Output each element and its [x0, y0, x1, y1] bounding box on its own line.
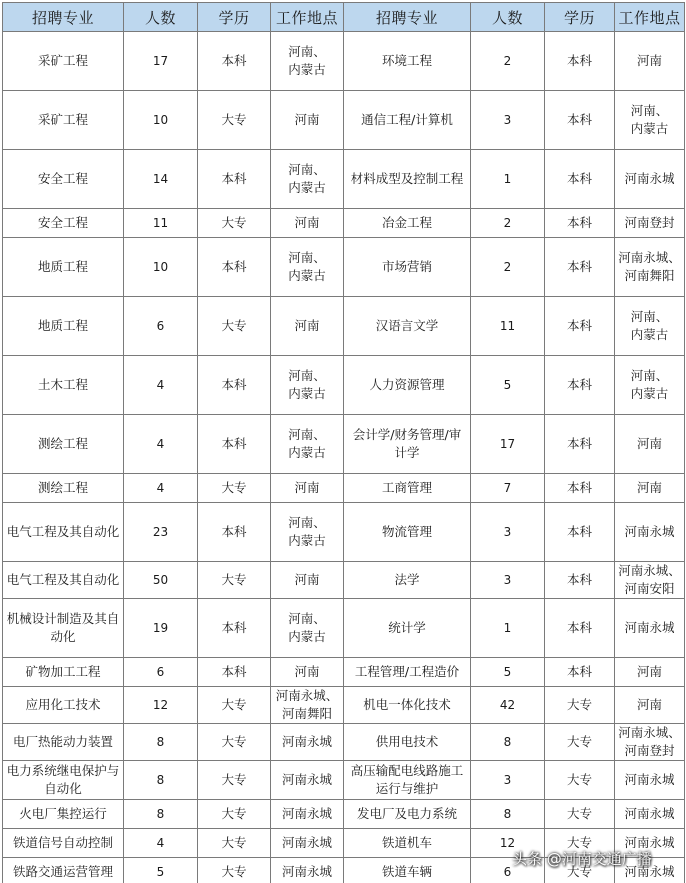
- cell-major-right: 人力资源管理: [344, 356, 471, 415]
- cell-education-right: 本科: [545, 503, 615, 562]
- cell-education-left: 本科: [198, 658, 271, 687]
- cell-count-left: 4: [124, 829, 198, 858]
- header-major-right: 招聘专业: [344, 3, 471, 32]
- table-row: [3, 32, 685, 91]
- header-count-left: 人数: [124, 3, 198, 32]
- cell-count-right: 3: [471, 91, 545, 150]
- cell-count-right: 11: [471, 297, 545, 356]
- cell-education-left: 大专: [198, 829, 271, 858]
- cell-count-right: 7: [471, 474, 545, 503]
- cell-major-right: 材料成型及控制工程: [344, 150, 471, 209]
- cell-major-right: 统计学: [344, 599, 471, 658]
- cell-major-right: 发电厂及电力系统: [344, 800, 471, 829]
- watermark: 头条 @河南交通广播: [512, 850, 652, 868]
- cell-major-left: 火电厂集控运行: [3, 800, 124, 829]
- cell-count-right: 3: [471, 503, 545, 562]
- cell-count-right: 5: [471, 658, 545, 687]
- cell-education-right: 本科: [545, 356, 615, 415]
- cell-education-right: 本科: [545, 238, 615, 297]
- cell-major-left: 测绘工程: [3, 415, 124, 474]
- cell-major-right: 市场营销: [344, 238, 471, 297]
- cell-location-right: 河南永城: [615, 858, 685, 883]
- table-row: [3, 297, 685, 356]
- cell-count-left: 23: [124, 503, 198, 562]
- cell-major-right: 铁道机车: [344, 829, 471, 858]
- cell-location-left: 河南: [271, 562, 344, 599]
- cell-education-right: 本科: [545, 297, 615, 356]
- cell-education-left: 本科: [198, 503, 271, 562]
- cell-location-left: 河南、 内蒙古: [271, 415, 344, 474]
- cell-major-left: 电气工程及其自动化: [3, 562, 124, 599]
- cell-major-left: 电气工程及其自动化: [3, 503, 124, 562]
- cell-location-left: 河南: [271, 297, 344, 356]
- table-row: [3, 503, 685, 562]
- cell-location-right: 河南永城: [615, 829, 685, 858]
- cell-location-right: 河南永城: [615, 503, 685, 562]
- header-major-left: 招聘专业: [3, 3, 124, 32]
- cell-count-right: 3: [471, 761, 545, 800]
- cell-location-left: 河南: [271, 209, 344, 238]
- cell-education-left: 大专: [198, 761, 271, 800]
- cell-education-right: 大专: [545, 858, 615, 883]
- cell-major-left: 铁路交通运营管理: [3, 858, 124, 883]
- cell-count-right: 2: [471, 32, 545, 91]
- cell-location-right: 河南: [615, 658, 685, 687]
- cell-education-right: 大专: [545, 687, 615, 724]
- cell-count-right: 2: [471, 209, 545, 238]
- cell-major-right: 法学: [344, 562, 471, 599]
- cell-location-right: 河南登封: [615, 209, 685, 238]
- cell-count-left: 6: [124, 658, 198, 687]
- cell-major-right: 供用电技术: [344, 724, 471, 761]
- cell-major-left: 测绘工程: [3, 474, 124, 503]
- cell-location-left: 河南、 内蒙古: [271, 356, 344, 415]
- table-row: [3, 209, 685, 238]
- cell-education-left: 大专: [198, 209, 271, 238]
- cell-location-left: 河南、 内蒙古: [271, 599, 344, 658]
- cell-location-left: 河南永城: [271, 858, 344, 883]
- cell-location-right: 河南永城: [615, 800, 685, 829]
- header-count-right: 人数: [471, 3, 545, 32]
- cell-major-right: 环境工程: [344, 32, 471, 91]
- cell-education-right: 本科: [545, 658, 615, 687]
- cell-major-left: 地质工程: [3, 238, 124, 297]
- cell-major-right: 机电一体化技术: [344, 687, 471, 724]
- table-row: [3, 238, 685, 297]
- cell-location-left: 河南: [271, 658, 344, 687]
- cell-location-left: 河南永城: [271, 800, 344, 829]
- cell-education-left: 本科: [198, 32, 271, 91]
- cell-education-left: 大专: [198, 91, 271, 150]
- table-row: [3, 599, 685, 658]
- table-body: [3, 32, 685, 883]
- cell-location-left: 河南、 内蒙古: [271, 503, 344, 562]
- cell-education-right: 本科: [545, 599, 615, 658]
- cell-count-left: 4: [124, 356, 198, 415]
- table-row: [3, 474, 685, 503]
- cell-count-right: 1: [471, 599, 545, 658]
- table-row: [3, 687, 685, 724]
- cell-major-right: 高压输配电线路施工 运行与维护: [344, 761, 471, 800]
- cell-major-left: 采矿工程: [3, 32, 124, 91]
- cell-count-right: 8: [471, 724, 545, 761]
- cell-major-right: 通信工程/计算机: [344, 91, 471, 150]
- cell-count-left: 8: [124, 761, 198, 800]
- cell-location-right: 河南永城: [615, 599, 685, 658]
- cell-count-left: 11: [124, 209, 198, 238]
- cell-location-right: 河南永城: [615, 761, 685, 800]
- cell-major-left: 地质工程: [3, 297, 124, 356]
- table-row: [3, 562, 685, 599]
- header-location-right: 工作地点: [615, 3, 685, 32]
- table-row: [3, 761, 685, 800]
- header-location-left: 工作地点: [271, 3, 344, 32]
- cell-education-left: 大专: [198, 687, 271, 724]
- cell-major-left: 采矿工程: [3, 91, 124, 150]
- cell-location-right: 河南、 内蒙古: [615, 356, 685, 415]
- cell-count-left: 8: [124, 800, 198, 829]
- cell-education-right: 本科: [545, 32, 615, 91]
- cell-count-left: 12: [124, 687, 198, 724]
- cell-location-right: 河南永城、 河南登封: [615, 724, 685, 761]
- cell-education-right: 大专: [545, 724, 615, 761]
- cell-location-right: 河南: [615, 687, 685, 724]
- cell-major-left: 安全工程: [3, 150, 124, 209]
- cell-education-right: 大专: [545, 761, 615, 800]
- cell-count-left: 6: [124, 297, 198, 356]
- cell-major-right: 会计学/财务管理/审 计学: [344, 415, 471, 474]
- cell-count-left: 8: [124, 724, 198, 761]
- cell-education-left: 大专: [198, 724, 271, 761]
- cell-location-left: 河南: [271, 474, 344, 503]
- cell-education-right: 本科: [545, 562, 615, 599]
- cell-education-left: 大专: [198, 800, 271, 829]
- cell-education-left: 本科: [198, 150, 271, 209]
- cell-major-right: 铁道车辆: [344, 858, 471, 883]
- table-row: [3, 800, 685, 829]
- cell-education-right: 本科: [545, 150, 615, 209]
- cell-count-left: 5: [124, 858, 198, 883]
- cell-education-right: 本科: [545, 415, 615, 474]
- cell-count-left: 19: [124, 599, 198, 658]
- cell-count-right: 12: [471, 829, 545, 858]
- header-education-left: 学历: [198, 3, 271, 32]
- cell-location-left: 河南永城: [271, 829, 344, 858]
- cell-count-left: 10: [124, 91, 198, 150]
- table-row: [3, 724, 685, 761]
- cell-major-left: 安全工程: [3, 209, 124, 238]
- cell-major-right: 冶金工程: [344, 209, 471, 238]
- cell-count-left: 17: [124, 32, 198, 91]
- cell-location-left: 河南永城: [271, 724, 344, 761]
- cell-location-left: 河南: [271, 91, 344, 150]
- cell-education-right: 大专: [545, 829, 615, 858]
- cell-location-right: 河南、 内蒙古: [615, 91, 685, 150]
- cell-count-right: 5: [471, 356, 545, 415]
- cell-count-right: 42: [471, 687, 545, 724]
- cell-count-left: 4: [124, 474, 198, 503]
- cell-location-left: 河南永城: [271, 761, 344, 800]
- cell-location-right: 河南: [615, 415, 685, 474]
- cell-education-left: 大专: [198, 562, 271, 599]
- table-header: [3, 3, 685, 32]
- cell-major-right: 工商管理: [344, 474, 471, 503]
- cell-education-left: 本科: [198, 356, 271, 415]
- cell-count-left: 10: [124, 238, 198, 297]
- cell-education-left: 本科: [198, 599, 271, 658]
- cell-major-left: 土木工程: [3, 356, 124, 415]
- table-row: [3, 415, 685, 474]
- cell-location-right: 河南永城、 河南舞阳: [615, 238, 685, 297]
- cell-education-right: 本科: [545, 474, 615, 503]
- cell-education-right: 大专: [545, 800, 615, 829]
- cell-location-left: 河南、 内蒙古: [271, 238, 344, 297]
- cell-location-left: 河南、 内蒙古: [271, 32, 344, 91]
- cell-location-left: 河南永城、 河南舞阳: [271, 687, 344, 724]
- cell-location-right: 河南永城: [615, 150, 685, 209]
- cell-major-right: 物流管理: [344, 503, 471, 562]
- cell-location-right: 河南永城、 河南安阳: [615, 562, 685, 599]
- cell-education-right: 本科: [545, 209, 615, 238]
- cell-major-left: 电力系统继电保护与 自动化: [3, 761, 124, 800]
- table-row: [3, 150, 685, 209]
- cell-count-left: 14: [124, 150, 198, 209]
- cell-count-left: 4: [124, 415, 198, 474]
- cell-count-right: 3: [471, 562, 545, 599]
- cell-major-left: 应用化工技术: [3, 687, 124, 724]
- cell-education-left: 大专: [198, 858, 271, 883]
- cell-major-left: 机械设计制造及其自 动化: [3, 599, 124, 658]
- header-education-right: 学历: [545, 3, 615, 32]
- cell-major-right: 汉语言文学: [344, 297, 471, 356]
- cell-location-right: 河南、 内蒙古: [615, 297, 685, 356]
- cell-major-left: 铁道信号自动控制: [3, 829, 124, 858]
- cell-count-right: 6: [471, 858, 545, 883]
- cell-location-left: 河南、 内蒙古: [271, 150, 344, 209]
- cell-count-right: 8: [471, 800, 545, 829]
- cell-count-left: 50: [124, 562, 198, 599]
- cell-education-left: 本科: [198, 238, 271, 297]
- cell-education-left: 本科: [198, 415, 271, 474]
- cell-count-right: 1: [471, 150, 545, 209]
- recruitment-table: [2, 2, 685, 883]
- table-row: [3, 91, 685, 150]
- cell-education-left: 大专: [198, 297, 271, 356]
- cell-major-right: 工程管理/工程造价: [344, 658, 471, 687]
- cell-location-right: 河南: [615, 32, 685, 91]
- cell-count-right: 17: [471, 415, 545, 474]
- cell-major-left: 矿物加工工程: [3, 658, 124, 687]
- cell-location-right: 河南: [615, 474, 685, 503]
- cell-education-left: 大专: [198, 474, 271, 503]
- cell-major-left: 电厂热能动力装置: [3, 724, 124, 761]
- table-row: [3, 356, 685, 415]
- header-row: [3, 3, 685, 32]
- table-row: [3, 658, 685, 687]
- cell-count-right: 2: [471, 238, 545, 297]
- cell-education-right: 本科: [545, 91, 615, 150]
